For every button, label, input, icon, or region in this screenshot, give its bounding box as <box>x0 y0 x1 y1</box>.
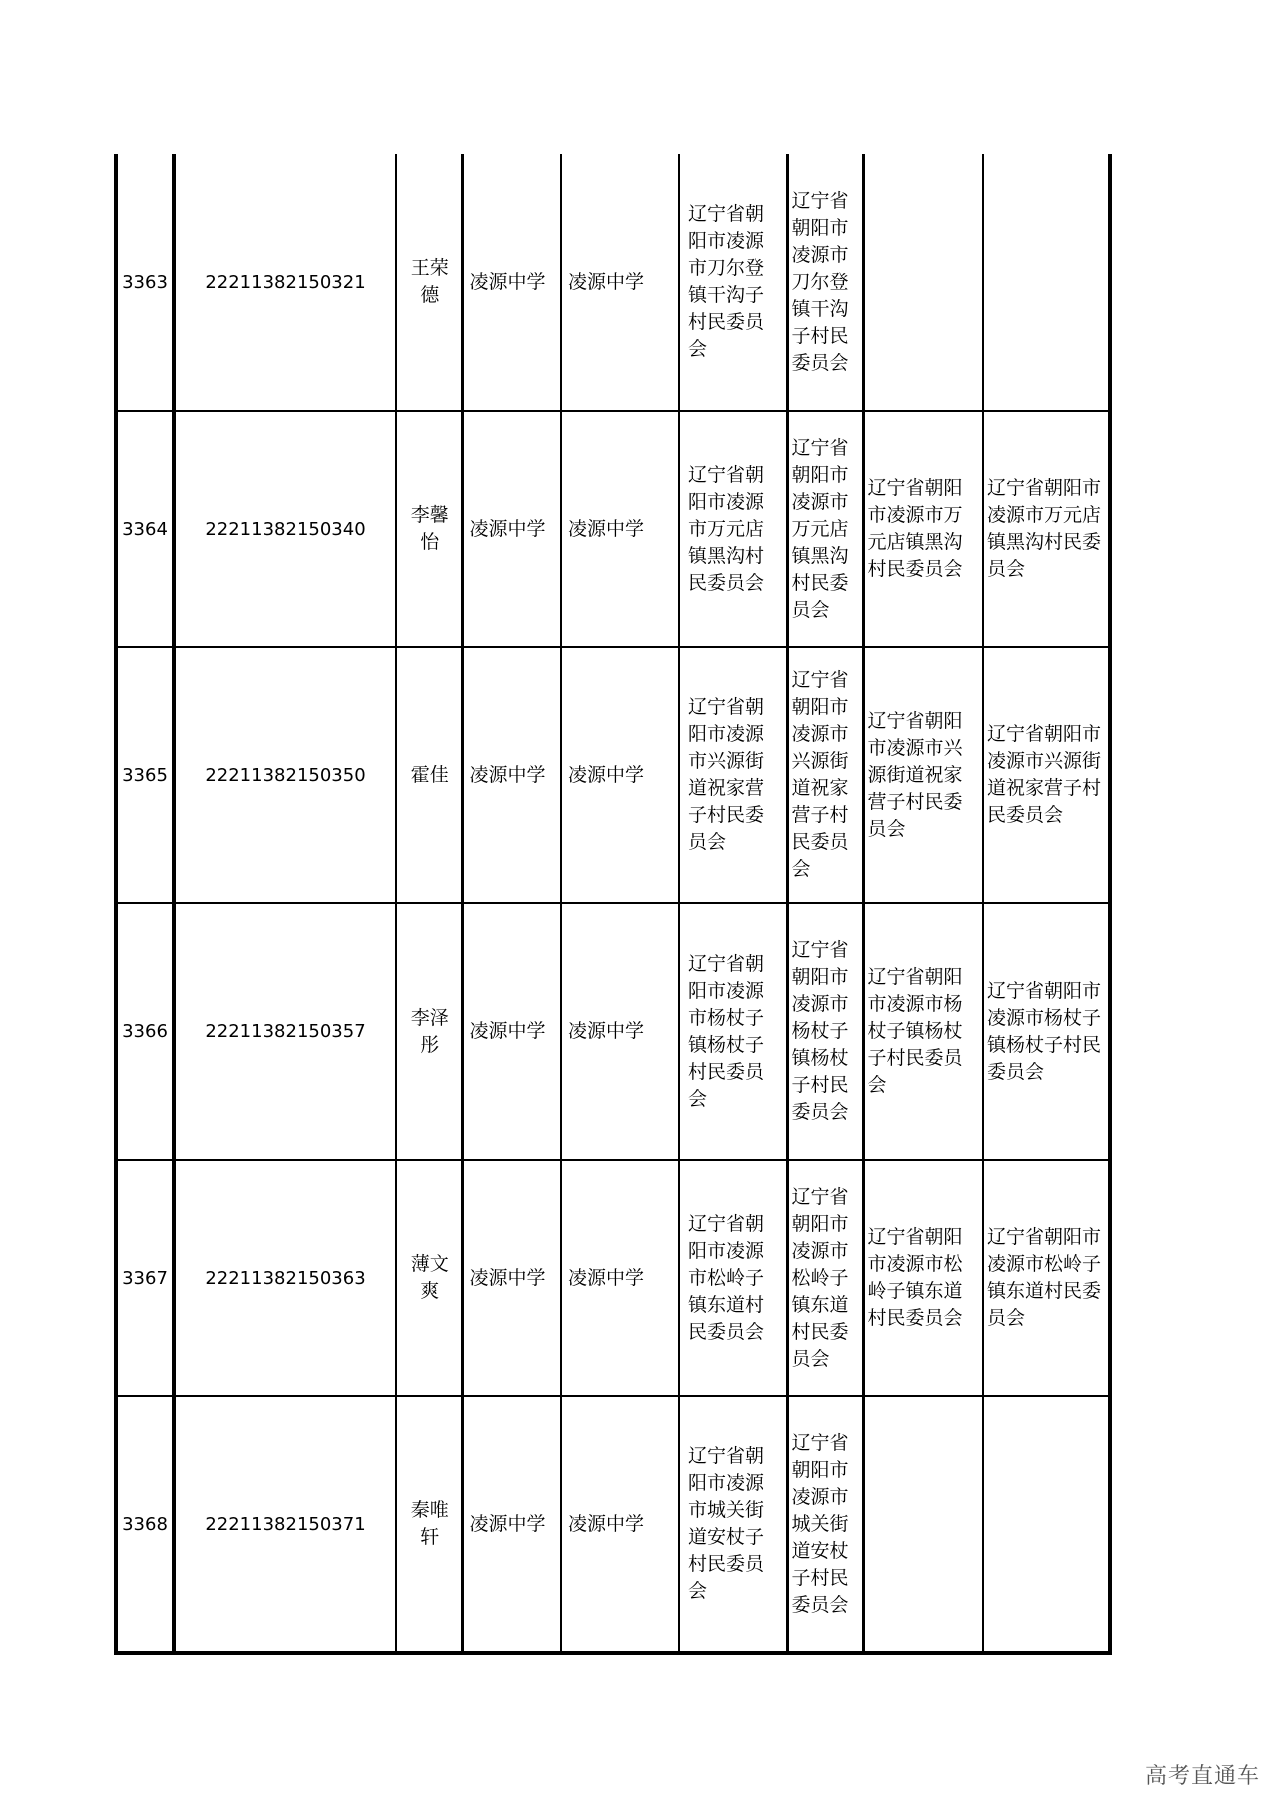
cell-serial-number: 3366 <box>116 903 174 1160</box>
cell-exam-id: 22211382150340 <box>174 411 396 647</box>
cell-address-4 <box>983 1396 1110 1653</box>
cell-address-3: 辽宁省朝阳市凌源市兴源街道祝家营子村民委员会 <box>863 647 983 903</box>
cell-address-1: 辽宁省朝阳市凌源市万元店镇黑沟村民委员会 <box>679 411 787 647</box>
cell-address-4: 辽宁省朝阳市凌源市杨杖子镇杨杖子村民委员会 <box>983 903 1110 1160</box>
cell-address-3: 辽宁省朝阳市凌源市松岭子镇东道村民委员会 <box>863 1160 983 1396</box>
cell-address-4: 辽宁省朝阳市凌源市万元店镇黑沟村民委员会 <box>983 411 1110 647</box>
cell-serial-number: 3365 <box>116 647 174 903</box>
cell-address-2: 辽宁省朝阳市凌源市万元店镇黑沟村民委员会 <box>787 411 863 647</box>
cell-address-4: 辽宁省朝阳市凌源市兴源街道祝家营子村民委员会 <box>983 647 1110 903</box>
cell-address-3 <box>863 1396 983 1653</box>
cell-exam-id: 22211382150321 <box>174 154 396 411</box>
cell-address-4: 辽宁省朝阳市凌源市松岭子镇东道村民委员会 <box>983 1160 1110 1396</box>
roster-table <box>114 154 1112 1655</box>
cell-school: 凌源中学 <box>462 1396 561 1653</box>
table-row <box>116 903 1110 1160</box>
cell-address-2: 辽宁省朝阳市凌源市城关街道安杖子村民委员会 <box>787 1396 863 1653</box>
cell-student-name: 王荣德 <box>396 154 462 411</box>
cell-school: 凌源中学 <box>462 411 561 647</box>
cell-school-2: 凌源中学 <box>561 903 679 1160</box>
cell-address-1: 辽宁省朝阳市凌源市松岭子镇东道村民委员会 <box>679 1160 787 1396</box>
cell-school-2: 凌源中学 <box>561 411 679 647</box>
cell-exam-id: 22211382150363 <box>174 1160 396 1396</box>
cell-address-2: 辽宁省朝阳市凌源市兴源街道祝家营子村民委员会 <box>787 647 863 903</box>
cell-address-4 <box>983 154 1110 411</box>
watermark-text: 高考直通车 <box>1144 1764 1260 1789</box>
cell-exam-id: 22211382150350 <box>174 647 396 903</box>
cell-address-2: 辽宁省朝阳市凌源市杨杖子镇杨杖子村民委员会 <box>787 903 863 1160</box>
cell-school: 凌源中学 <box>462 1160 561 1396</box>
cell-student-name: 薄文爽 <box>396 1160 462 1396</box>
cell-address-1: 辽宁省朝阳市凌源市城关街道安杖子村民委员会 <box>679 1396 787 1653</box>
cell-serial-number: 3364 <box>116 411 174 647</box>
table-row <box>116 411 1110 647</box>
cell-school-2: 凌源中学 <box>561 1160 679 1396</box>
table-row <box>116 154 1110 411</box>
cell-student-name: 李馨怡 <box>396 411 462 647</box>
cell-address-3: 辽宁省朝阳市凌源市万元店镇黑沟村民委员会 <box>863 411 983 647</box>
cell-school-2: 凌源中学 <box>561 647 679 903</box>
cell-exam-id: 22211382150371 <box>174 1396 396 1653</box>
table-row <box>116 1160 1110 1396</box>
cell-address-3: 辽宁省朝阳市凌源市杨杖子镇杨杖子村民委员会 <box>863 903 983 1160</box>
cell-address-3 <box>863 154 983 411</box>
cell-school-2: 凌源中学 <box>561 1396 679 1653</box>
cell-school: 凌源中学 <box>462 647 561 903</box>
cell-address-1: 辽宁省朝阳市凌源市杨杖子镇杨杖子村民委员会 <box>679 903 787 1160</box>
cell-address-1: 辽宁省朝阳市凌源市兴源街道祝家营子村民委员会 <box>679 647 787 903</box>
table-row <box>116 647 1110 903</box>
cell-serial-number: 3363 <box>116 154 174 411</box>
cell-serial-number: 3368 <box>116 1396 174 1653</box>
cell-exam-id: 22211382150357 <box>174 903 396 1160</box>
cell-school: 凌源中学 <box>462 154 561 411</box>
cell-address-2: 辽宁省朝阳市凌源市刀尔登镇干沟子村民委员会 <box>787 154 863 411</box>
cell-school: 凌源中学 <box>462 903 561 1160</box>
cell-student-name: 霍佳 <box>396 647 462 903</box>
cell-address-1: 辽宁省朝阳市凌源市刀尔登镇干沟子村民委员会 <box>679 154 787 411</box>
cell-serial-number: 3367 <box>116 1160 174 1396</box>
cell-address-2: 辽宁省朝阳市凌源市松岭子镇东道村民委员会 <box>787 1160 863 1396</box>
cell-student-name: 李泽彤 <box>396 903 462 1160</box>
cell-school-2: 凌源中学 <box>561 154 679 411</box>
table-row <box>116 1396 1110 1653</box>
cell-student-name: 秦唯轩 <box>396 1396 462 1653</box>
roster-table-container <box>114 154 1112 1655</box>
